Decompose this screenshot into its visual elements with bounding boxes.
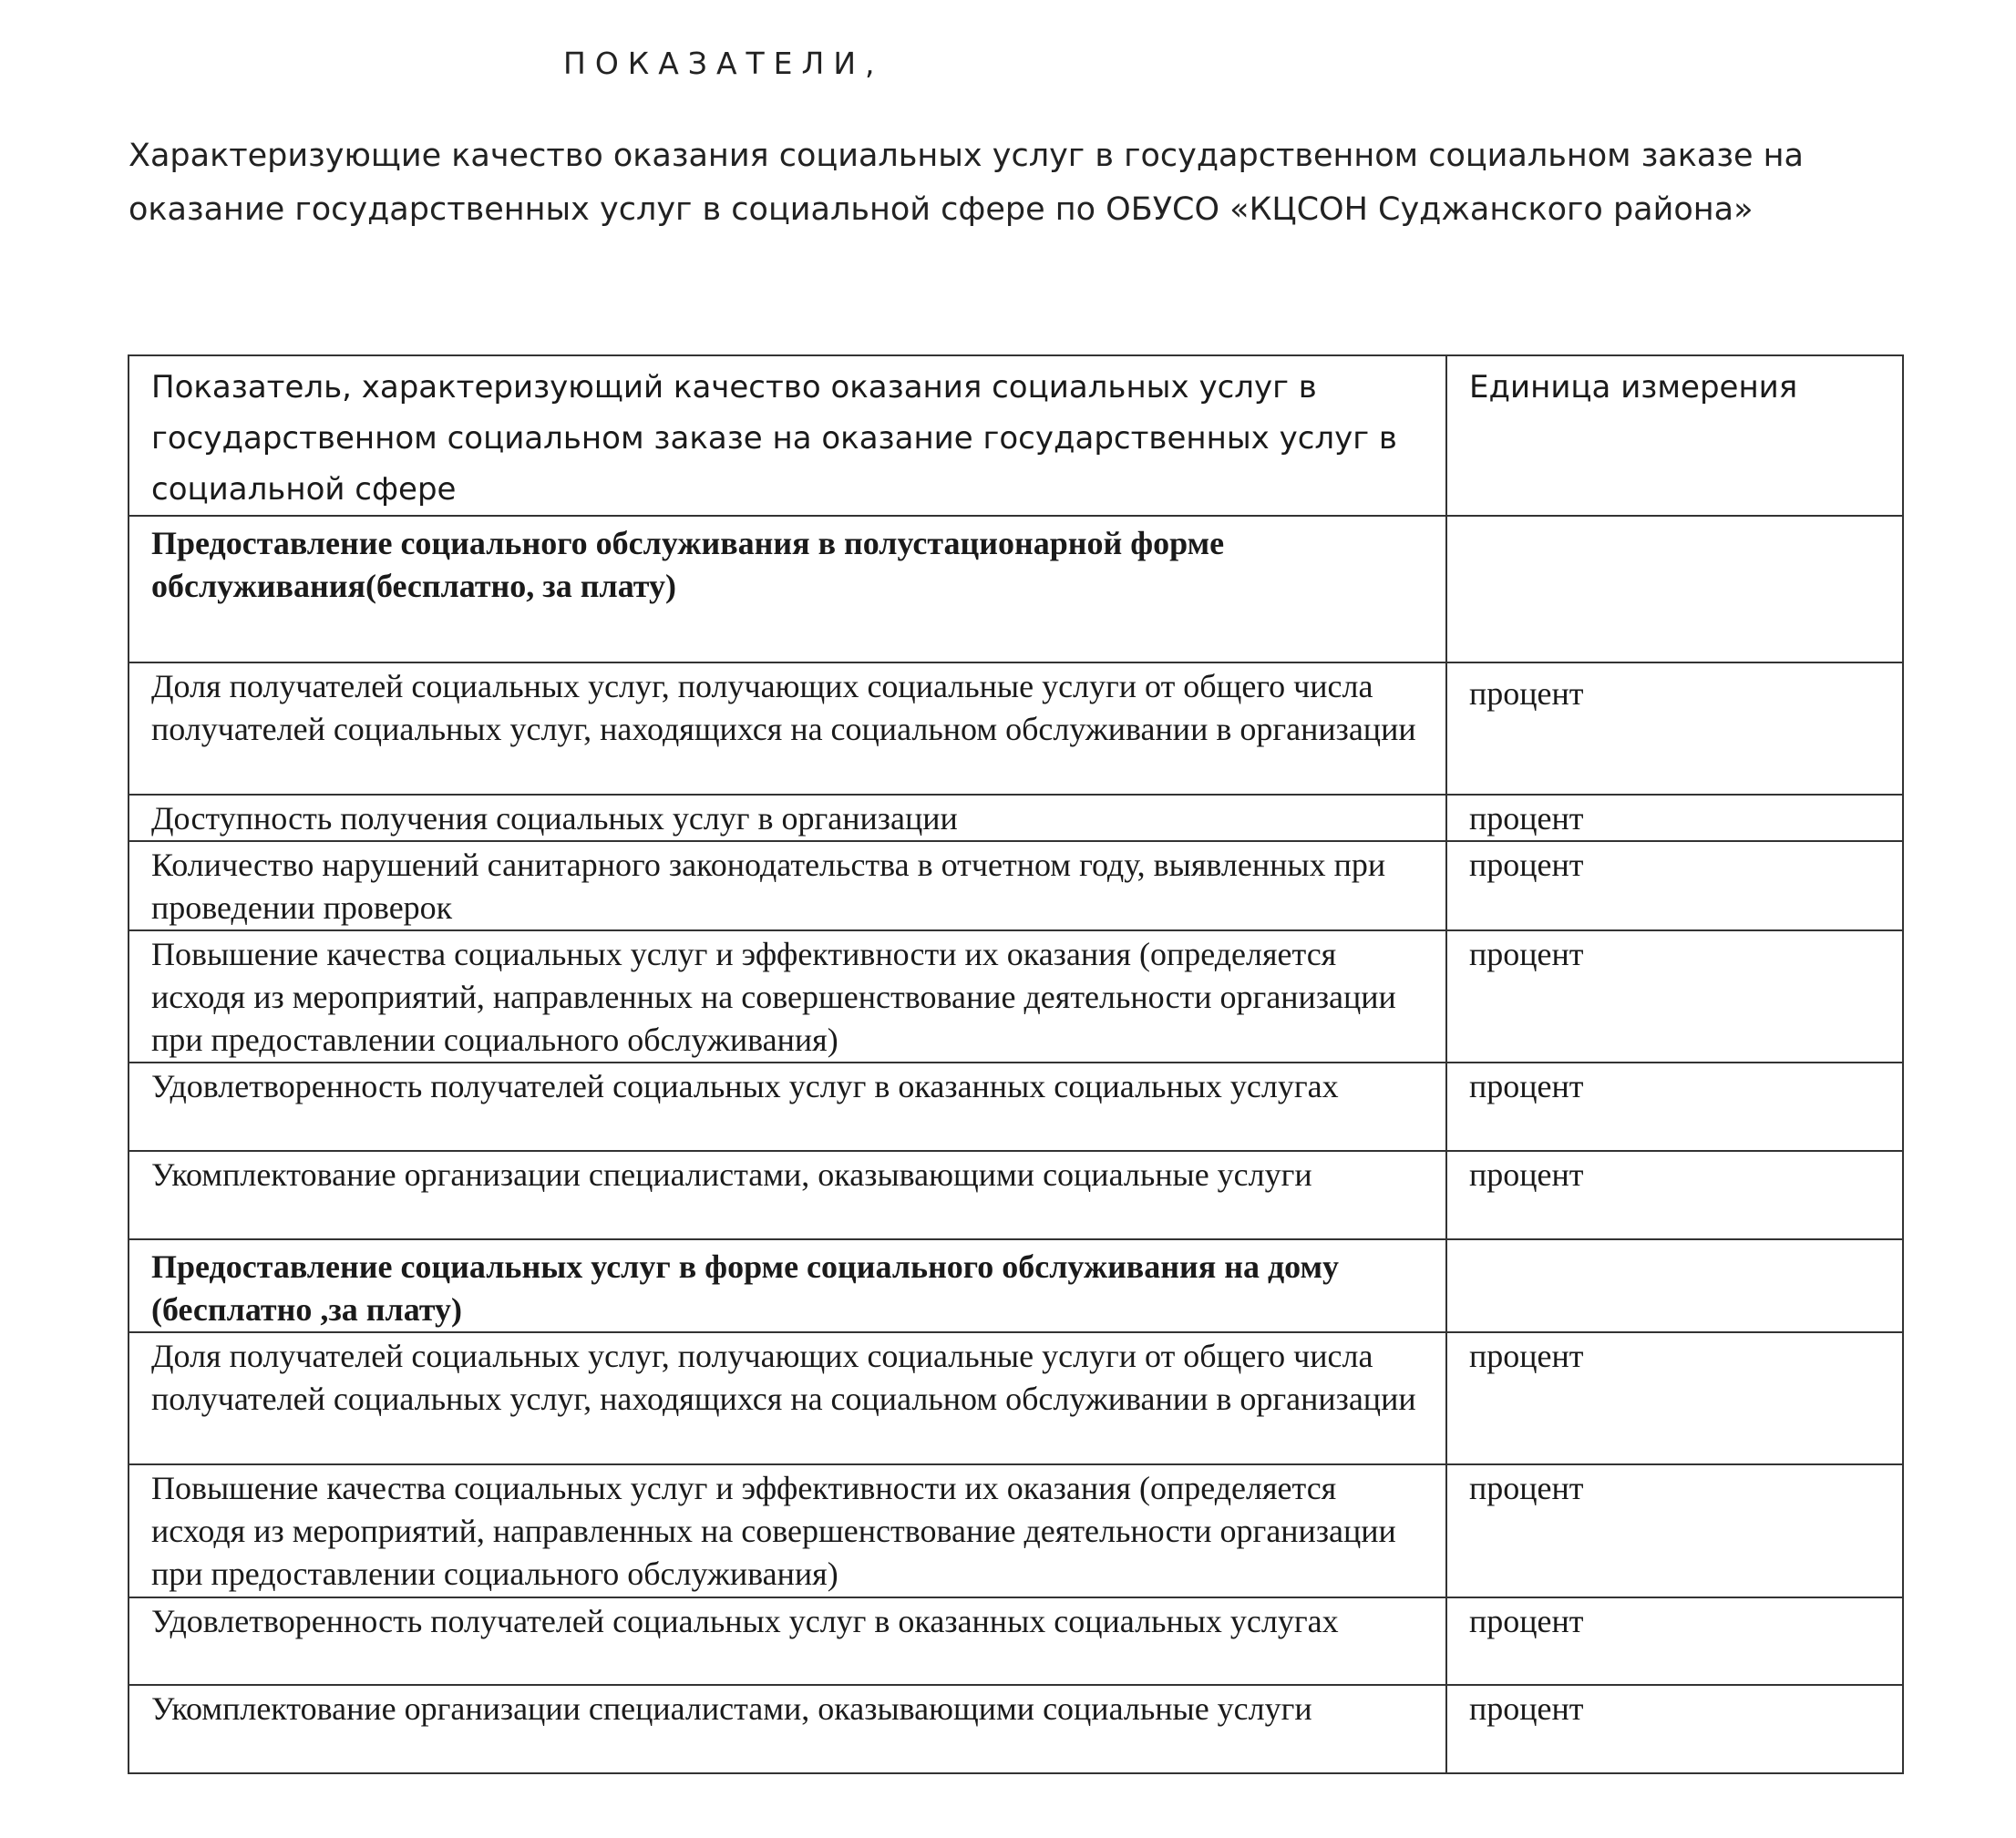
unit-text: процент — [1469, 1068, 1584, 1104]
table-row — [129, 841, 1903, 930]
table-row — [129, 662, 1903, 795]
table-row — [129, 1063, 1903, 1151]
indicator-cell — [129, 1685, 1446, 1773]
indicator-cell — [129, 516, 1446, 662]
indicators-table — [128, 354, 1904, 1774]
unit-cell — [1446, 841, 1903, 930]
document-heading: ПОКАЗАТЕЛИ, — [563, 46, 884, 81]
subtitle-line: оказание государственных услуг в социальной сфере по ОБУСО «КЦСОН Суджанского района» — [129, 191, 1754, 228]
unit-text: процент — [1469, 847, 1584, 883]
section-row — [129, 516, 1903, 662]
indicator-text: Количество нарушений санитарного законодательства в отчетном году, выявленных при проведении проверок — [151, 847, 1386, 926]
indicator-text: Доля получателей социальных услуг, получающих социальные услуги от общего числа получателей социальных услуг, находящихся на социальном обслуживании в организации — [151, 1338, 1416, 1417]
table-row — [129, 1685, 1903, 1773]
unit-text — [1447, 1240, 1902, 1249]
indicator-cell — [129, 1063, 1446, 1151]
unit-cell — [1446, 1332, 1903, 1464]
indicator-cell — [129, 930, 1446, 1063]
unit-text: процент — [1469, 1690, 1584, 1727]
indicator-text: Повышение качества социальных услуг и эффективности их оказания (определяется исходя из мероприятий, направленных на совершенствование деятельности организации при предоставлении социального обслуживания) — [151, 1470, 1396, 1592]
indicator-text: Удовлетворенность получателей социальных услуг в оказанных социальных услугах — [151, 1603, 1339, 1639]
section-row — [129, 1239, 1903, 1332]
unit-text: процент — [1469, 1470, 1584, 1506]
subtitle-line: Характеризующие качество оказания социальных услуг в государственном социальном заказе на — [129, 138, 1804, 174]
unit-cell — [1446, 1063, 1903, 1151]
table-row — [129, 930, 1903, 1063]
indicator-cell — [129, 1239, 1446, 1332]
unit-text: процент — [1469, 1603, 1584, 1639]
indicator-cell — [129, 1597, 1446, 1685]
indicator-cell — [129, 841, 1446, 930]
section-title: Предоставление социального обслуживания в полустационарной форме обслуживания(бесплатно, за плату) — [151, 525, 1225, 604]
unit-cell — [1446, 1464, 1903, 1597]
unit-cell — [1446, 516, 1903, 662]
header-indicator-text: Показатель, характеризующий качество оказания социальных услуг в государственном социальном заказе на оказание государственных услуг в социальной сфере — [151, 369, 1397, 508]
table-row — [129, 1151, 1903, 1239]
unit-text — [1447, 517, 1902, 526]
table-row — [129, 1332, 1903, 1464]
indicator-text: Повышение качества социальных услуг и эффективности их оказания (определяется исходя из мероприятий, направленных на совершенствование деятельности организации при предоставлении социального обслуживания) — [151, 936, 1396, 1058]
unit-text: процент — [1469, 1338, 1584, 1374]
header-unit-text: Единица измерения — [1469, 369, 1798, 406]
unit-text: процент — [1469, 936, 1584, 972]
unit-cell — [1446, 795, 1903, 841]
unit-cell — [1446, 930, 1903, 1063]
unit-text: процент — [1469, 1156, 1584, 1193]
indicator-cell — [129, 662, 1446, 795]
unit-text: процент — [1469, 800, 1584, 837]
header-indicator-cell — [129, 355, 1446, 516]
indicator-text: Укомплектование организации специалистами, оказывающими социальные услуги — [151, 1690, 1312, 1727]
table-header-row — [129, 355, 1903, 516]
unit-cell — [1446, 1239, 1903, 1332]
header-unit-cell — [1446, 355, 1903, 516]
table-row — [129, 795, 1903, 841]
indicator-cell — [129, 1151, 1446, 1239]
table-row — [129, 1464, 1903, 1597]
indicator-text: Доля получателей социальных услуг, получающих социальные услуги от общего числа получателей социальных услуг, находящихся на социальном обслуживании в организации — [151, 668, 1416, 747]
indicator-text: Удовлетворенность получателей социальных услуг в оказанных социальных услугах — [151, 1068, 1339, 1104]
indicator-cell — [129, 1464, 1446, 1597]
table-row — [129, 1597, 1903, 1685]
unit-cell — [1446, 662, 1903, 795]
section-title: Предоставление социальных услуг в форме социального обслуживания на дому (бесплатно ,за плату) — [151, 1248, 1339, 1328]
unit-cell — [1446, 1151, 1903, 1239]
indicator-text: Доступность получения социальных услуг в организации — [151, 800, 958, 837]
document-subtitle — [129, 129, 1942, 237]
unit-cell — [1446, 1685, 1903, 1773]
indicator-cell — [129, 795, 1446, 841]
unit-cell — [1446, 1597, 1903, 1685]
unit-text: процент — [1469, 675, 1584, 712]
indicator-cell — [129, 1332, 1446, 1464]
indicator-text: Укомплектование организации специалистами, оказывающими социальные услуги — [151, 1156, 1312, 1193]
